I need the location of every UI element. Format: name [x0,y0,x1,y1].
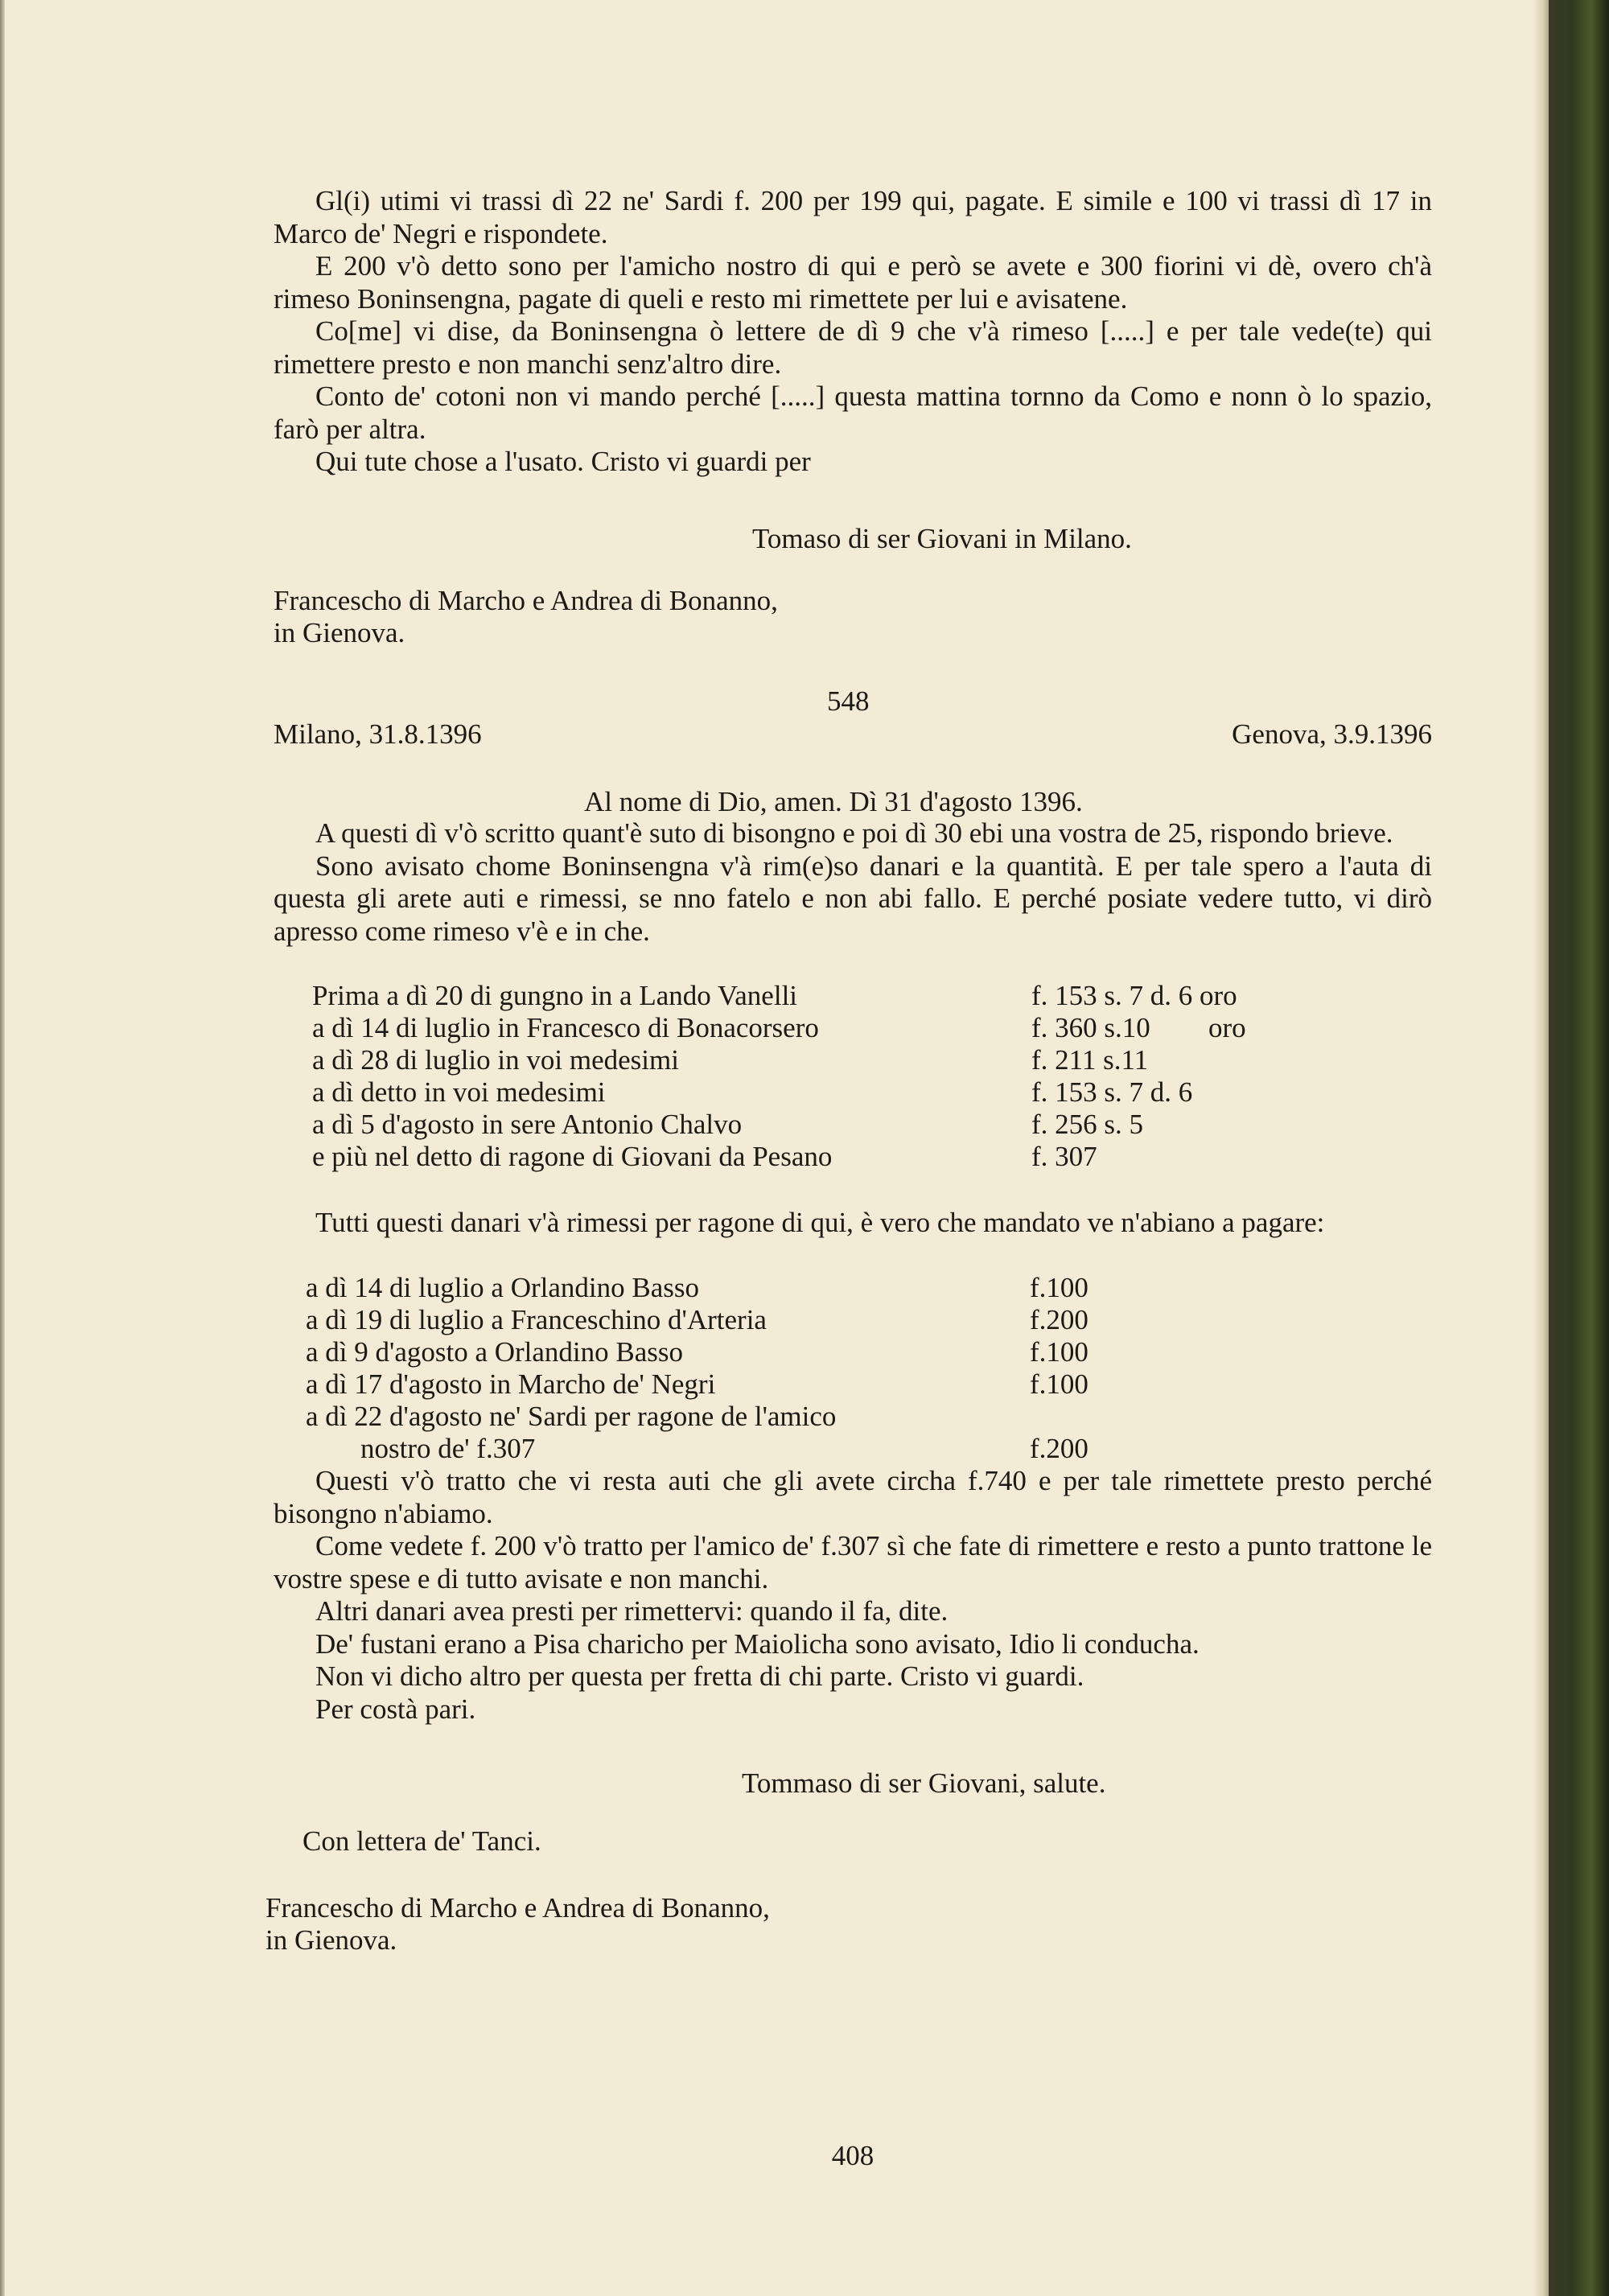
letter-548-body-end [274,1465,1432,1726]
table-row-amount: f. 256 s. 5 [1031,1109,1144,1140]
table-row-amount: f.100 [1030,1368,1088,1400]
letter-548-address-line2: in Gienova. [265,1924,397,1956]
table-row-amount: f. 211 s.11 [1031,1044,1149,1076]
table-row-desc: a dì 28 di luglio in voi medesimi [312,1044,679,1076]
table-row-desc: a dì 14 di luglio a Orlandino Basso [306,1272,699,1303]
letter-547-address-line2: in Gienova. [274,617,405,648]
table-row-desc: a dì 17 d'agosto in Marcho de' Negri [306,1368,716,1400]
table-row-amount: f.200 [1030,1304,1088,1335]
letter-origin: Milano, 31.8.1396 [274,718,482,750]
table-row-amount: f. 307 [1031,1141,1097,1172]
table-row-desc: a dì 19 di luglio a Franceschino d'Arteria [306,1304,767,1335]
table-row-note: oro [1208,1012,1246,1043]
page-edge-shade [1533,0,1550,2296]
paragraph: Conto de' cotoni non vi mando perché [.....] questa mattina tornno da Como e nonn ò lo spazio, farò per altra. [274,381,1432,445]
letter-invocation: Al nome di Dio, amen. Dì 31 d'agosto 1396. [584,786,1083,817]
paragraph: Qui tute chose a l'usato. Cristo vi guardi per [315,446,811,477]
letter-547-address-line1: Francescho di Marcho e Andrea di Bonanno, [274,585,778,616]
table-row-amount: f. 360 s.10 [1031,1012,1150,1043]
letter-548-address-line1: Francescho di Marcho e Andrea di Bonanno, [265,1892,770,1924]
letter-547-body [274,185,1432,479]
paragraph: E 200 v'ò detto sono per l'amicho nostro di qui e però se avete e 300 fiorini vi dè, overo ch'à rimeso Boninsengna, pagate di queli e resto mi rimettete per lui e avisatene. [274,250,1432,315]
table-row-desc: e più nel detto di ragone di Giovani da Pesano [312,1141,833,1172]
paragraph: A questi dì v'ò scritto quant'è suto di bisongno e poi dì 30 ebi una vostra de 25, rispondo brieve. [315,817,1393,849]
letter-548-body [274,817,1432,948]
letter-547-signature: Tomaso di ser Giovani in Milano. [752,523,1132,554]
paragraph: Gl(i) utimi vi trassi dì 22 ne' Sardi f. 200 per 199 qui, pagate. E simile e 100 vi trassi dì 17 in Marco de' Negri e rispondete. [274,185,1432,249]
paragraph: Per costà pari. [315,1693,476,1725]
paragraph: De' fustani erano a Pisa charicho per Maiolicha sono avisato, Idio li conducha. [315,1627,1200,1660]
paragraph: Sono avisato chome Boninsengna v'à rim(e)so danari e la quantità. E per tale spero a l'auta di questa gli arete auti e rimessi, se nno fatelo e non abi fallo. E perché posiate vedere tutto, vi dirò apresso come rimeso v'è e in che. [274,850,1432,947]
page-number: 408 [831,2140,874,2171]
paragraph: Come vedete f. 200 v'ò tratto per l'amico de' f.307 sì che fate di rimettere e resto a punto trattone le vostre spese e di tutto avisate e non manchi. [274,1530,1432,1594]
letter-destination: Genova, 3.9.1396 [1232,718,1432,750]
table-row-amount: f.100 [1030,1272,1088,1303]
table-row-desc: a dì 5 d'agosto in sere Antonio Chalvo [312,1109,743,1140]
letter-number: 548 [827,685,870,717]
table-row-desc: Prima a dì 20 di gungno in a Lando Vanelli [312,980,798,1011]
letter-548-paragraph-mid [274,1207,1432,1240]
table-row-desc: nostro de' f.307 [360,1433,536,1464]
table-row-desc: a dì detto in voi medesimi [312,1076,606,1108]
table-row-amount: f.200 [1030,1433,1088,1464]
book-edge [1549,0,1609,2296]
table-row-amount: f. 153 s. 7 d. 6 [1031,1076,1193,1108]
page-gutter [0,0,5,2296]
paragraph: Co[me] vi dise, da Boninsengna ò lettere de dì 9 che v'à rimeso [.....] e per tale vede(te) qui rimettere presto e non manchi senz'altro dire. [274,315,1432,380]
letter-548-postscript: Con lettera de' Tanci. [302,1825,541,1857]
letter-548-signature: Tommaso di ser Giovani, salute. [742,1767,1106,1799]
paragraph: Altri danari avea presti per rimettervi: quando il fa, dite. [315,1595,949,1627]
table-row-desc: a dì 22 d'agosto ne' Sardi per ragone de l'amico [306,1401,837,1432]
table-row-desc: a dì 14 di luglio in Francesco di Bonacorsero [312,1012,819,1043]
paragraph: Tutti questi danari v'à rimessi per ragone di qui, è vero che mandato ve n'abiano a pagare: [315,1207,1325,1238]
table-row-desc: a dì 9 d'agosto a Orlandino Basso [306,1336,684,1368]
table-row-amount: f. 153 s. 7 d. 6 oro [1031,980,1237,1011]
paragraph: Questi v'ò tratto che vi resta auti che gli avete circha f.740 e per tale rimettete presto perché bisongno n'abiamo. [274,1465,1432,1529]
table-row-amount: f.100 [1030,1336,1088,1368]
paragraph: Non vi dicho altro per questa per fretta di chi parte. Cristo vi guardi. [315,1660,1084,1692]
